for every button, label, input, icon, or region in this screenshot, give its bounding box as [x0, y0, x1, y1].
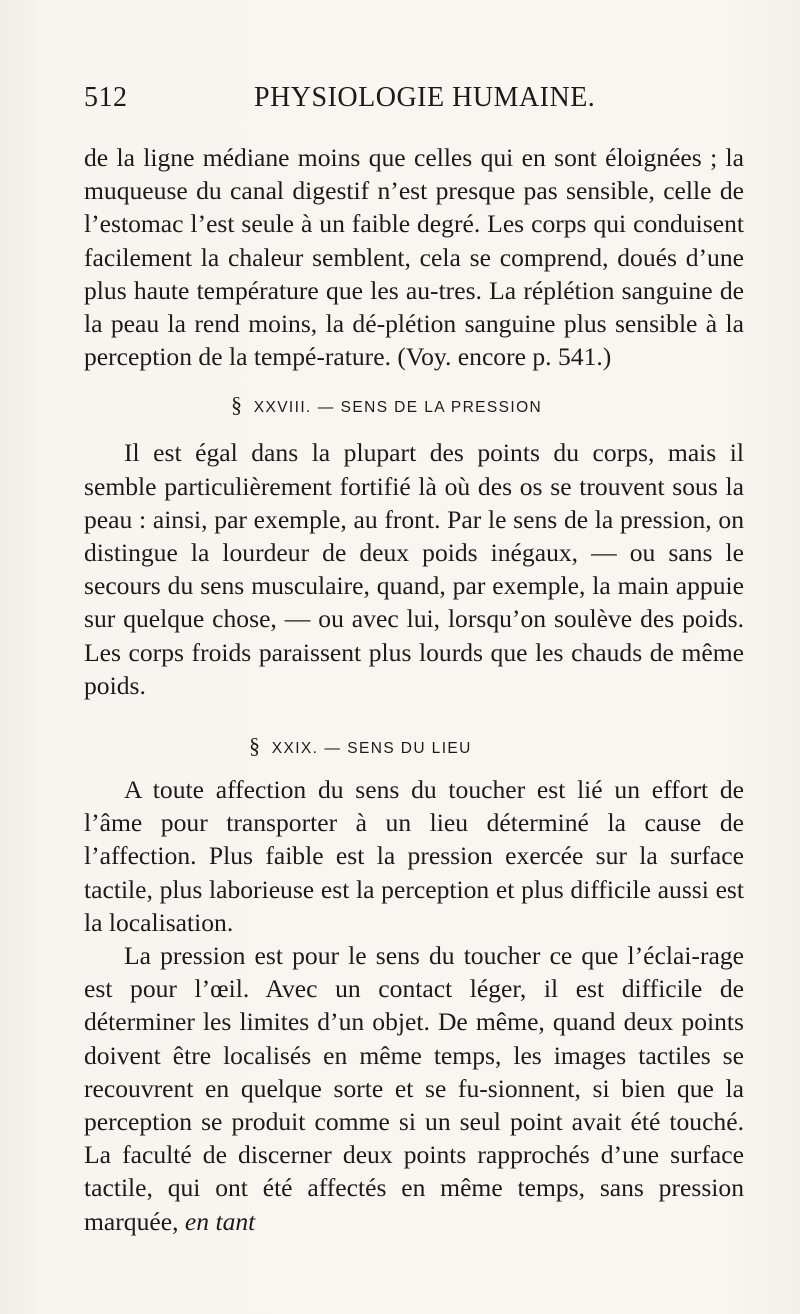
- section-dash: —: [317, 399, 335, 417]
- page-header: [84, 82, 744, 122]
- italic-phrase: en tant: [184, 1206, 256, 1236]
- section-number: XXVIII.: [253, 399, 312, 417]
- section-number: XXIX.: [271, 740, 319, 758]
- page-body: [84, 141, 744, 1238]
- paragraph-pression: Il est égal dans la plupart des points du corps, mais il semble particulièrement fortifié là où des os se trouvent sous la peau : ainsi, par exemple, au front. Par le sens de la pression, on distingue la lourdeur de deux poids inégaux, — ou sans le secours du sens musculaire, quand, par exemple, la main appuie sur quelque chose, — ou avec lui, lorsqu’on soulève des poids. Les corps froids paraissent plus lourds que les chauds de même poids.: [84, 438, 744, 700]
- section-heading-pression: [84, 392, 744, 418]
- paragraph-lieu-1: A toute affection du sens du toucher est lié un effort de l’âme pour transporter à un lieu déterminé la cause de l’affection. Plus faible est la pression exercée sur la surface tactile, plus laborieuse est la perception et plus difficile aussi est la localisation.: [84, 775, 744, 937]
- section-sign: §: [231, 392, 242, 418]
- running-title: PHYSIOLOGIE HUMAINE.: [254, 82, 596, 113]
- paragraph-continued: de la ligne médiane moins que celles qui en sont éloignées ; la muqueuse du canal digestif n’est presque pas sensible, celle de l’estomac l’est seule à un faible degré. Les corps qui conduisent facilement la chaleur semblent, cela se comprend, doués d’une plus haute température que les au-tres. La réplétion sanguine de la peau la rend moins, la dé-plétion sanguine plus sensible à la perception de la tempé-rature. (Voy. encore p. 541.): [84, 143, 744, 372]
- page-number: 512: [84, 82, 128, 113]
- section-heading-lieu: [84, 733, 744, 759]
- paragraph-lieu-2-text: La pression est pour le sens du toucher ce que l’éclai-rage est pour l’œil. Avec un contact léger, il est difficile de déterminer les limites d’un objet. De même, quand deux points doivent être localisés en même temps, les images tactiles se recouvrent en quelque sorte et se fu-sionnent, si bien que la perception se produit comme si un seul point avait été touché. La faculté de discerner deux points rapprochés d’une surface tactile, qui ont été affectés en même temps, sans pression marquée,: [84, 941, 744, 1236]
- section-title: SENS DU LIEU: [347, 740, 472, 758]
- section-dash: —: [324, 740, 342, 758]
- section-sign: §: [249, 733, 260, 759]
- section-title: SENS DE LA PRESSION: [340, 399, 543, 417]
- paragraph-lieu-2: [84, 939, 744, 1238]
